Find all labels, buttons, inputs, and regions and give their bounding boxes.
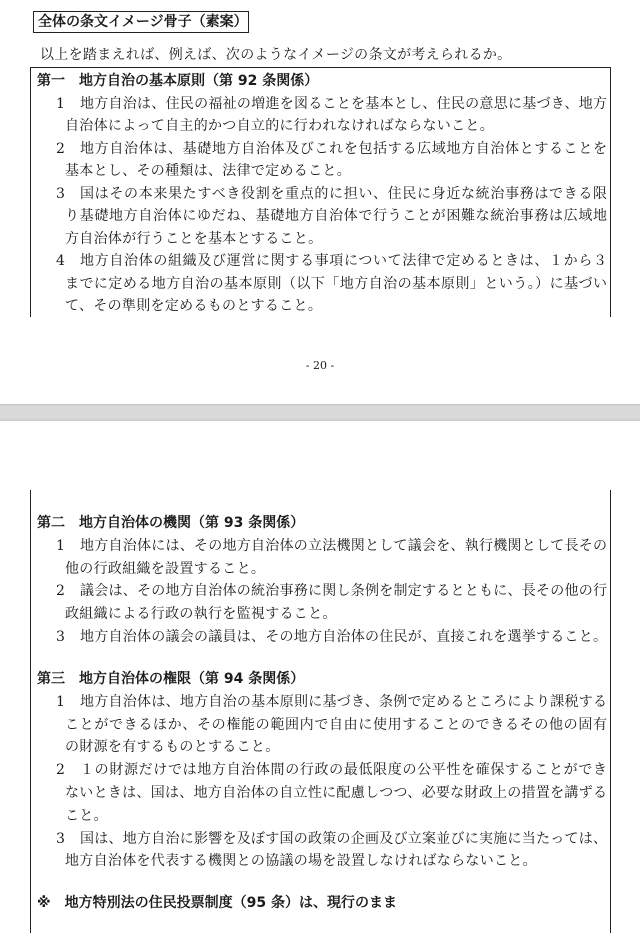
note-text: ※ 地方特別法の住民投票制度（95 条）は、現行のまま (37, 895, 397, 911)
item-text: 地方自治体には、その地方自治体の立法機関として議会を、執行機関として長その (80, 537, 607, 554)
item-first-line (0, 828, 607, 851)
item-text: 地方自治体の組織及び運営に関する事項について法律で定めるときは、１から３ (80, 253, 607, 269)
item-continuation-line (0, 736, 607, 759)
item-number: 2 (56, 140, 65, 157)
item-continuation-line (0, 205, 607, 228)
item-number: 4 (56, 253, 65, 269)
list-item (0, 138, 640, 183)
list-item (0, 759, 640, 827)
list-item (0, 93, 640, 138)
item-first-line (0, 626, 607, 649)
item-text: 地方自治は、住民の福祉の増進を図ることを基本とし、住民の意思に基づき、地方 (80, 95, 607, 112)
item-text: 基本とし、その種類は、法律で定めること。 (65, 163, 351, 179)
page-number: - 20 - (305, 359, 335, 372)
item-text: 地方自治体を代表する機関との協議の場を設置しなければならないこと。 (65, 853, 537, 870)
list-item (0, 250, 640, 318)
item-text: り基礎地方自治体にゆだね、基礎地方自治体で行うことが困難な統治事務は広域地 (65, 208, 607, 224)
item-first-line (0, 250, 607, 273)
item-text: 地方自治体の議会の議員は、その地方自治体の住民が、直接これを選挙すること。 (80, 628, 607, 645)
item-text: 国はその本来果たすべき役割を重点的に担い、住民に身近な統治事務はできる限 (80, 185, 607, 202)
outline-heading: 全体の条文イメージ骨子（素案） (33, 11, 249, 33)
item-text: 地方自治体は、地方自治の基本原則に基づき、条例で定めるところにより課税する (80, 693, 607, 710)
item-first-line (0, 691, 607, 714)
item-text: 議会は、その地方自治体の統治事務に関し条例を制定するとともに、長その他の行 (80, 583, 607, 600)
item-first-line (0, 93, 607, 116)
intro-text: 以上を踏まえれば、例えば、次のようなイメージの条文が考えられるか。 (40, 47, 512, 63)
item-number: 2 (56, 583, 65, 600)
page-21 (0, 421, 640, 933)
item-text: 地方自治体は、基礎地方自治体及びこれを包括する広域地方自治体とすることを (80, 140, 607, 157)
item-continuation-line (0, 603, 607, 626)
item-number: 3 (56, 185, 65, 202)
note-block (0, 892, 640, 915)
item-first-line (0, 183, 607, 206)
item-continuation-line (0, 805, 607, 828)
item-number: 3 (56, 830, 65, 847)
item-continuation-line (0, 295, 607, 318)
item-continuation-line (0, 850, 607, 873)
item-text: ことができるほか、その権能の範囲内で自由に使用することのできるその他の固有 (65, 716, 607, 733)
item-continuation-line (0, 160, 607, 183)
item-text: 方自治体が行うことを基本とすること。 (65, 230, 323, 247)
item-continuation-line (0, 782, 607, 805)
item-text: の財源を有するものとすること。 (65, 739, 280, 756)
item-number: 2 (56, 762, 65, 779)
section-title: 第二 地方自治体の機関（第 93 条関係） (37, 515, 305, 531)
item-continuation-line (0, 558, 607, 581)
page-20 (0, 0, 640, 404)
list-item (0, 580, 640, 626)
item-continuation-line (0, 115, 607, 138)
section-2 (0, 512, 640, 649)
item-text: 自治体によって自主的かつ自立的に行われなければならないこと。 (65, 118, 494, 134)
section-1 (0, 70, 640, 318)
section-3 (0, 668, 640, 873)
item-number: 1 (56, 95, 65, 112)
section-title: 第三 地方自治体の権限（第 94 条関係） (37, 671, 305, 687)
list-item (0, 691, 640, 759)
item-first-line (0, 138, 607, 161)
list-item (0, 183, 640, 251)
item-first-line (0, 580, 607, 603)
item-number: 1 (56, 693, 65, 710)
section-title: 第一 地方自治の基本原則（第 92 条関係） (37, 73, 319, 89)
item-text: こと。 (65, 807, 108, 824)
item-text: 政組織による行政の執行を監視すること。 (65, 606, 337, 623)
item-continuation-line (0, 273, 607, 296)
item-continuation-line (0, 228, 607, 251)
item-text: て、その準則を定めるものとすること。 (65, 298, 323, 314)
item-text: １の財源だけでは地方自治体間の行政の最低限度の公平性を確保することができ (80, 762, 607, 779)
list-item (0, 626, 640, 649)
item-first-line (0, 535, 607, 558)
item-first-line (0, 759, 607, 782)
list-item (0, 535, 640, 581)
item-continuation-line (0, 714, 607, 737)
list-item (0, 828, 640, 874)
item-number: 1 (56, 537, 65, 554)
item-number: 3 (56, 628, 65, 645)
item-text: 他の行政組織を設置すること。 (65, 560, 266, 577)
item-text: までに定める地方自治の基本原則（以下「地方自治の基本原則」という。）に基づい (65, 275, 607, 292)
item-text: 国は、地方自治に影響を及ぼす国の政策の企画及び立案並びに実施に当たっては、 (80, 830, 607, 847)
item-text: ないときは、国は、地方自治体の自立性に配慮しつつ、必要な財政上の措置を講ずる (65, 784, 607, 801)
